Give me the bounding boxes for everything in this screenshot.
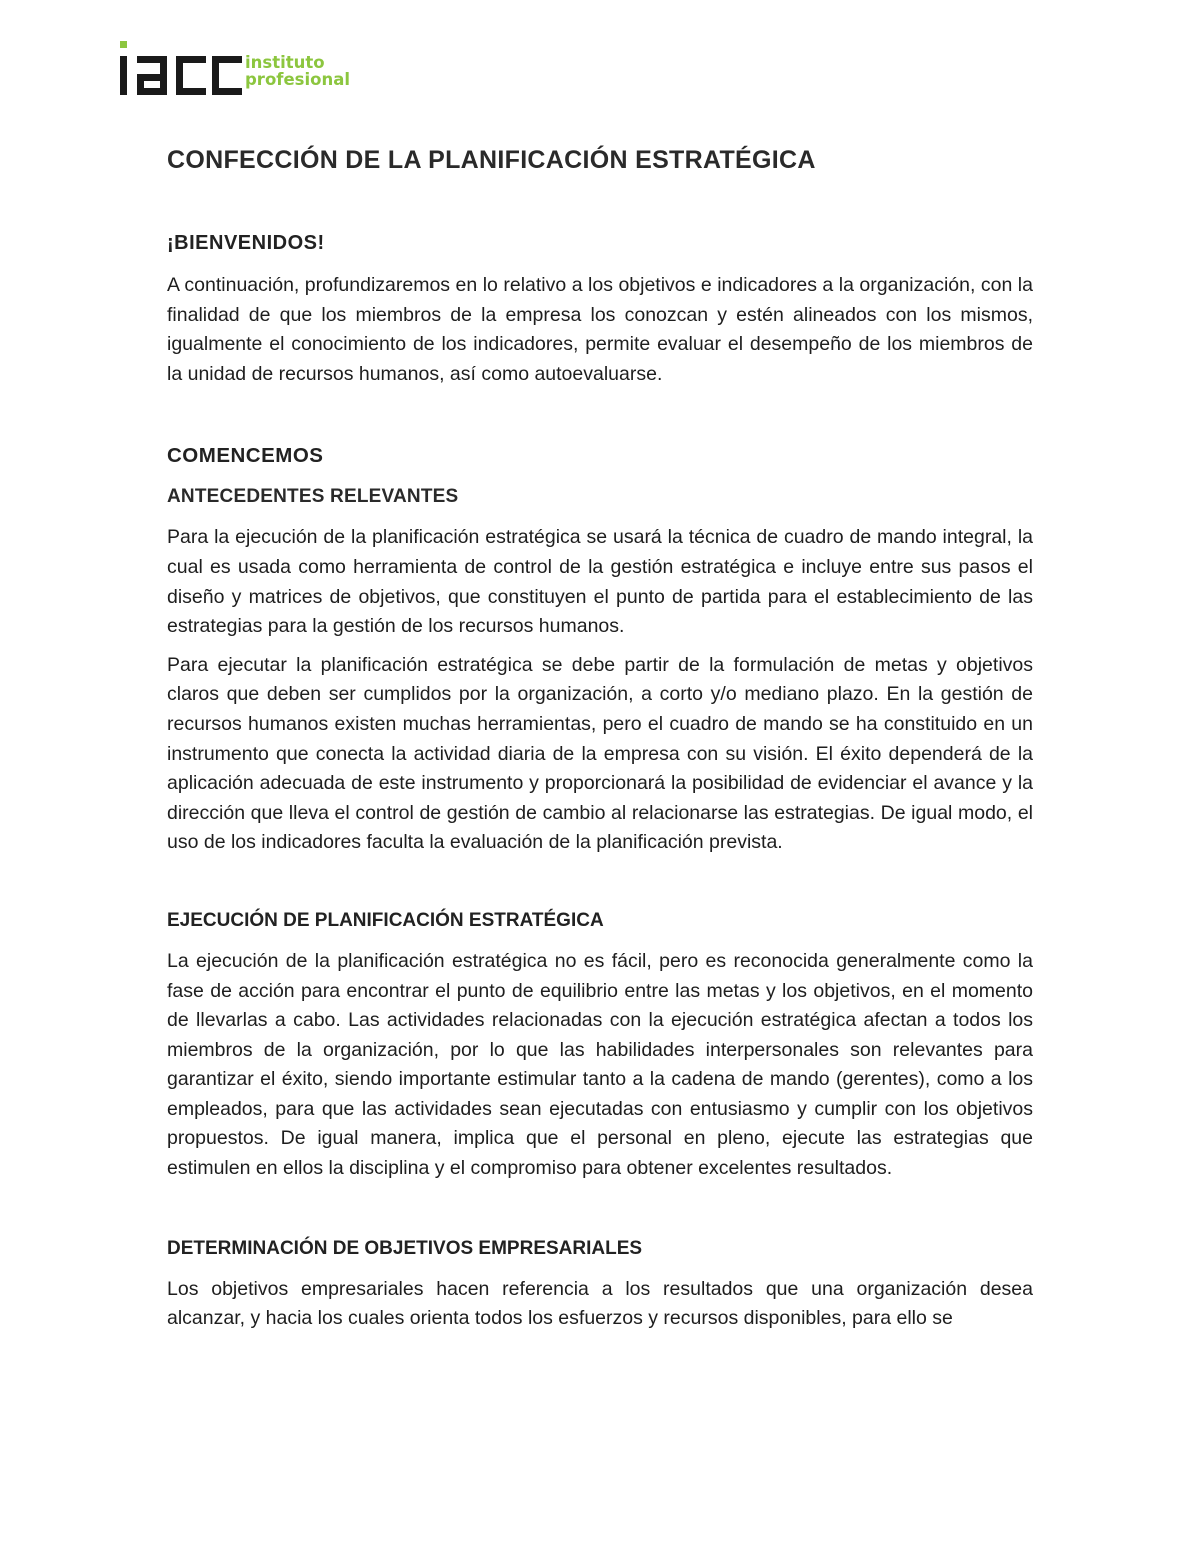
- execution-heading: EJECUCIÓN DE PLANIFICACIÓN ESTRATÉGICA: [167, 909, 604, 931]
- logo-text: [245, 54, 350, 88]
- execution-paragraph: La ejecución de la planificación estratégica no es fácil, pero es reconocida generalmente como la fase de acción para encontrar el punto de equilibrio entre las metas y los objetivos, en el momento de llevarlas a cabo. Las actividades relacionadas con la ejecución estratégica afectan a todos los miembros de la organización, por lo que las habilidades interpersonales son relevantes para garantizar el éxito, siendo importante estimular tanto a la cadena de mando (gerentes), como a los empleados, para que las actividades sean ejecutadas con entusiasmo y cumplir con los objetivos propuestos. De igual manera, implica que el personal en pleno, ejecute las estrategias que estimulen en ellos la disciplina y el compromiso para obtener excelentes resultados.: [167, 949, 1033, 1180]
- start-heading: COMENCEMOS: [167, 444, 324, 468]
- objectives-paragraph: Los objetivos empresariales hacen referencia a los resultados que una organización desea alcanzar, y hacia los cuales orienta todos los esfuerzos y recursos disponibles, para ello se: [167, 1277, 1033, 1330]
- page-title: CONFECCIÓN DE LA PLANIFICACIÓN ESTRATÉGICA: [167, 146, 816, 174]
- iacc-logo: [117, 38, 367, 102]
- background-paragraph-2: Para ejecutar la planificación estratégica se debe partir de la formulación de metas y objetivos claros que deben ser cumplidos por la organización, a corto y/o mediano plazo. En la gestión de recursos humanos existen muchas herramientas, pero el cuadro de mando se ha constituido en un instrumento que conecta la actividad diaria de la empresa con su visión. El éxito dependerá de la aplicación adecuada de este instrumento y proporcionará la posibilidad de evidenciar el avance y la dirección que lleva el control de gestión de cambio al relacionarse las estrategias. De igual modo, el uso de los indicadores faculta la evaluación de la planificación prevista.: [167, 653, 1033, 854]
- objectives-heading: DETERMINACIÓN DE OBJETIVOS EMPRESARIALES: [167, 1237, 643, 1259]
- logo-line-1: instituto: [245, 53, 325, 72]
- intro-paragraph: A continuación, profundizaremos en lo relativo a los objetivos e indicadores a la organización, con la finalidad de que los miembros de la empresa los conozcan y estén alineados con los mismos, igualmente el conocimiento de los indicadores, permite evaluar el desempeño de los miembros de la unidad de recursos humanos, así como autoevaluarse.: [167, 274, 1033, 385]
- logo-line-2: profesional: [245, 70, 351, 89]
- background-heading: ANTECEDENTES RELEVANTES: [167, 486, 459, 508]
- background-paragraph-1: Para la ejecución de la planificación estratégica se usará la técnica de cuadro de mando integral, la cual es usada como herramienta de control de la gestión estratégica e incluye entre sus pasos el diseño y matrices de objetivos, que constituyen el punto de partida para el establecimiento de las estrategias para la gestión de los recursos humanos.: [167, 526, 1033, 638]
- welcome-heading: ¡BIENVENIDOS!: [167, 232, 325, 254]
- document-body: [167, 140, 1033, 1334]
